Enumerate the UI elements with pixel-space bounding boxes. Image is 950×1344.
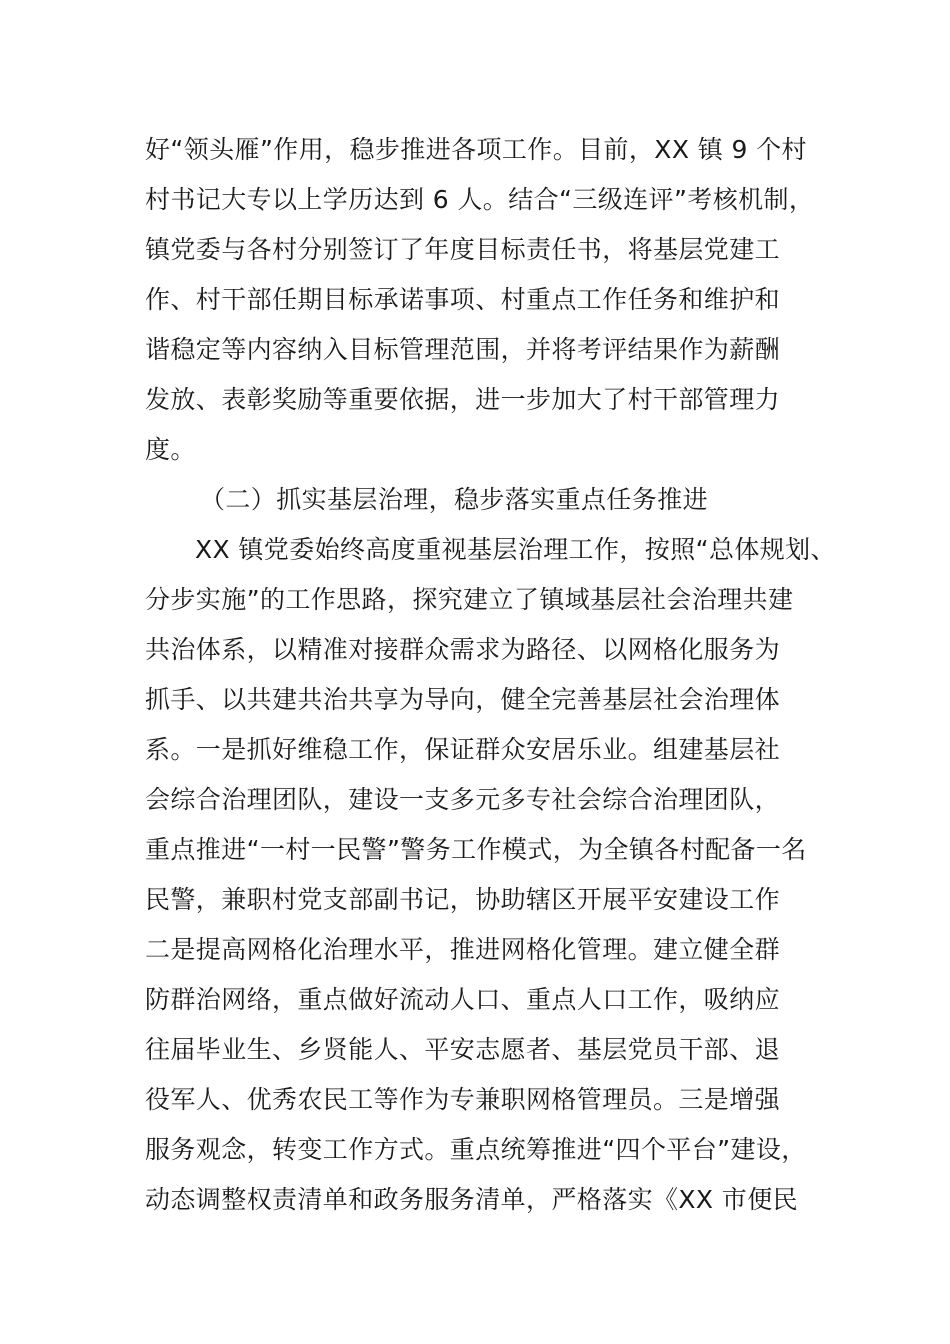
paragraph-line: 作、村干部任期目标承诺事项、村重点工作任务和维护和: [145, 285, 781, 314]
paragraph-line: 动态调整权责清单和政务服务清单，严格落实《XX 市便民: [145, 1185, 799, 1214]
paragraph-line: 村书记大专以上学历达到 6 人。结合“三级连评”考核机制，: [145, 185, 815, 214]
paragraph-line: 二是提高网格化治理水平，推进网格化管理。建立健全群: [145, 935, 781, 964]
paragraph-line: 重点推进“一村一民警”警务工作模式，为全镇各村配备一名: [145, 835, 807, 864]
paragraph-line: XX 镇党委始终高度重视基层治理工作，按照“总体规划、: [195, 535, 836, 564]
paragraph-line: 服务观念，转变工作方式。重点统筹推进“四个平台”建设，: [145, 1135, 807, 1164]
paragraph-line: 谐稳定等内容纳入目标管理范围，并将考评结果作为薪酬: [145, 335, 781, 364]
paragraph-line: 民警，兼职村党支部副书记，协助辖区开展平安建设工作: [145, 885, 781, 914]
section-heading: （二）抓实基层治理，稳步落实重点任务推进: [200, 485, 709, 514]
paragraph-line: 分步实施”的工作思路，探究建立了镇域基层社会治理共建: [145, 585, 794, 614]
paragraph-line: 系。一是抓好维稳工作，保证群众安居乐业。组建基层社: [145, 735, 781, 764]
paragraph-line: 镇党委与各村分别签订了年度目标责任书，将基层党建工: [145, 235, 781, 264]
paragraph-line: 防群治网络，重点做好流动人口、重点人口工作，吸纳应: [145, 985, 781, 1014]
paragraph-line: 好“领头雁”作用，稳步推进各项工作。目前，XX 镇 9 个村: [145, 135, 807, 164]
paragraph-line: 发放、表彰奖励等重要依据，进一步加大了村干部管理力: [145, 385, 781, 414]
paragraph-line: 共治体系，以精准对接群众需求为路径、以网格化服务为: [145, 635, 781, 664]
paragraph-line: 会综合治理团队，建设一支多元多专社会综合治理团队，: [145, 785, 781, 814]
paragraph-line: 抓手、以共建共治共享为导向，健全完善基层社会治理体: [145, 685, 781, 714]
paragraph-line: 役军人、优秀农民工等作为专兼职网格管理员。三是增强: [145, 1085, 781, 1114]
paragraph-line: 度。: [145, 435, 196, 464]
paragraph-line: 往届毕业生、乡贤能人、平安志愿者、基层党员干部、退: [145, 1035, 781, 1064]
